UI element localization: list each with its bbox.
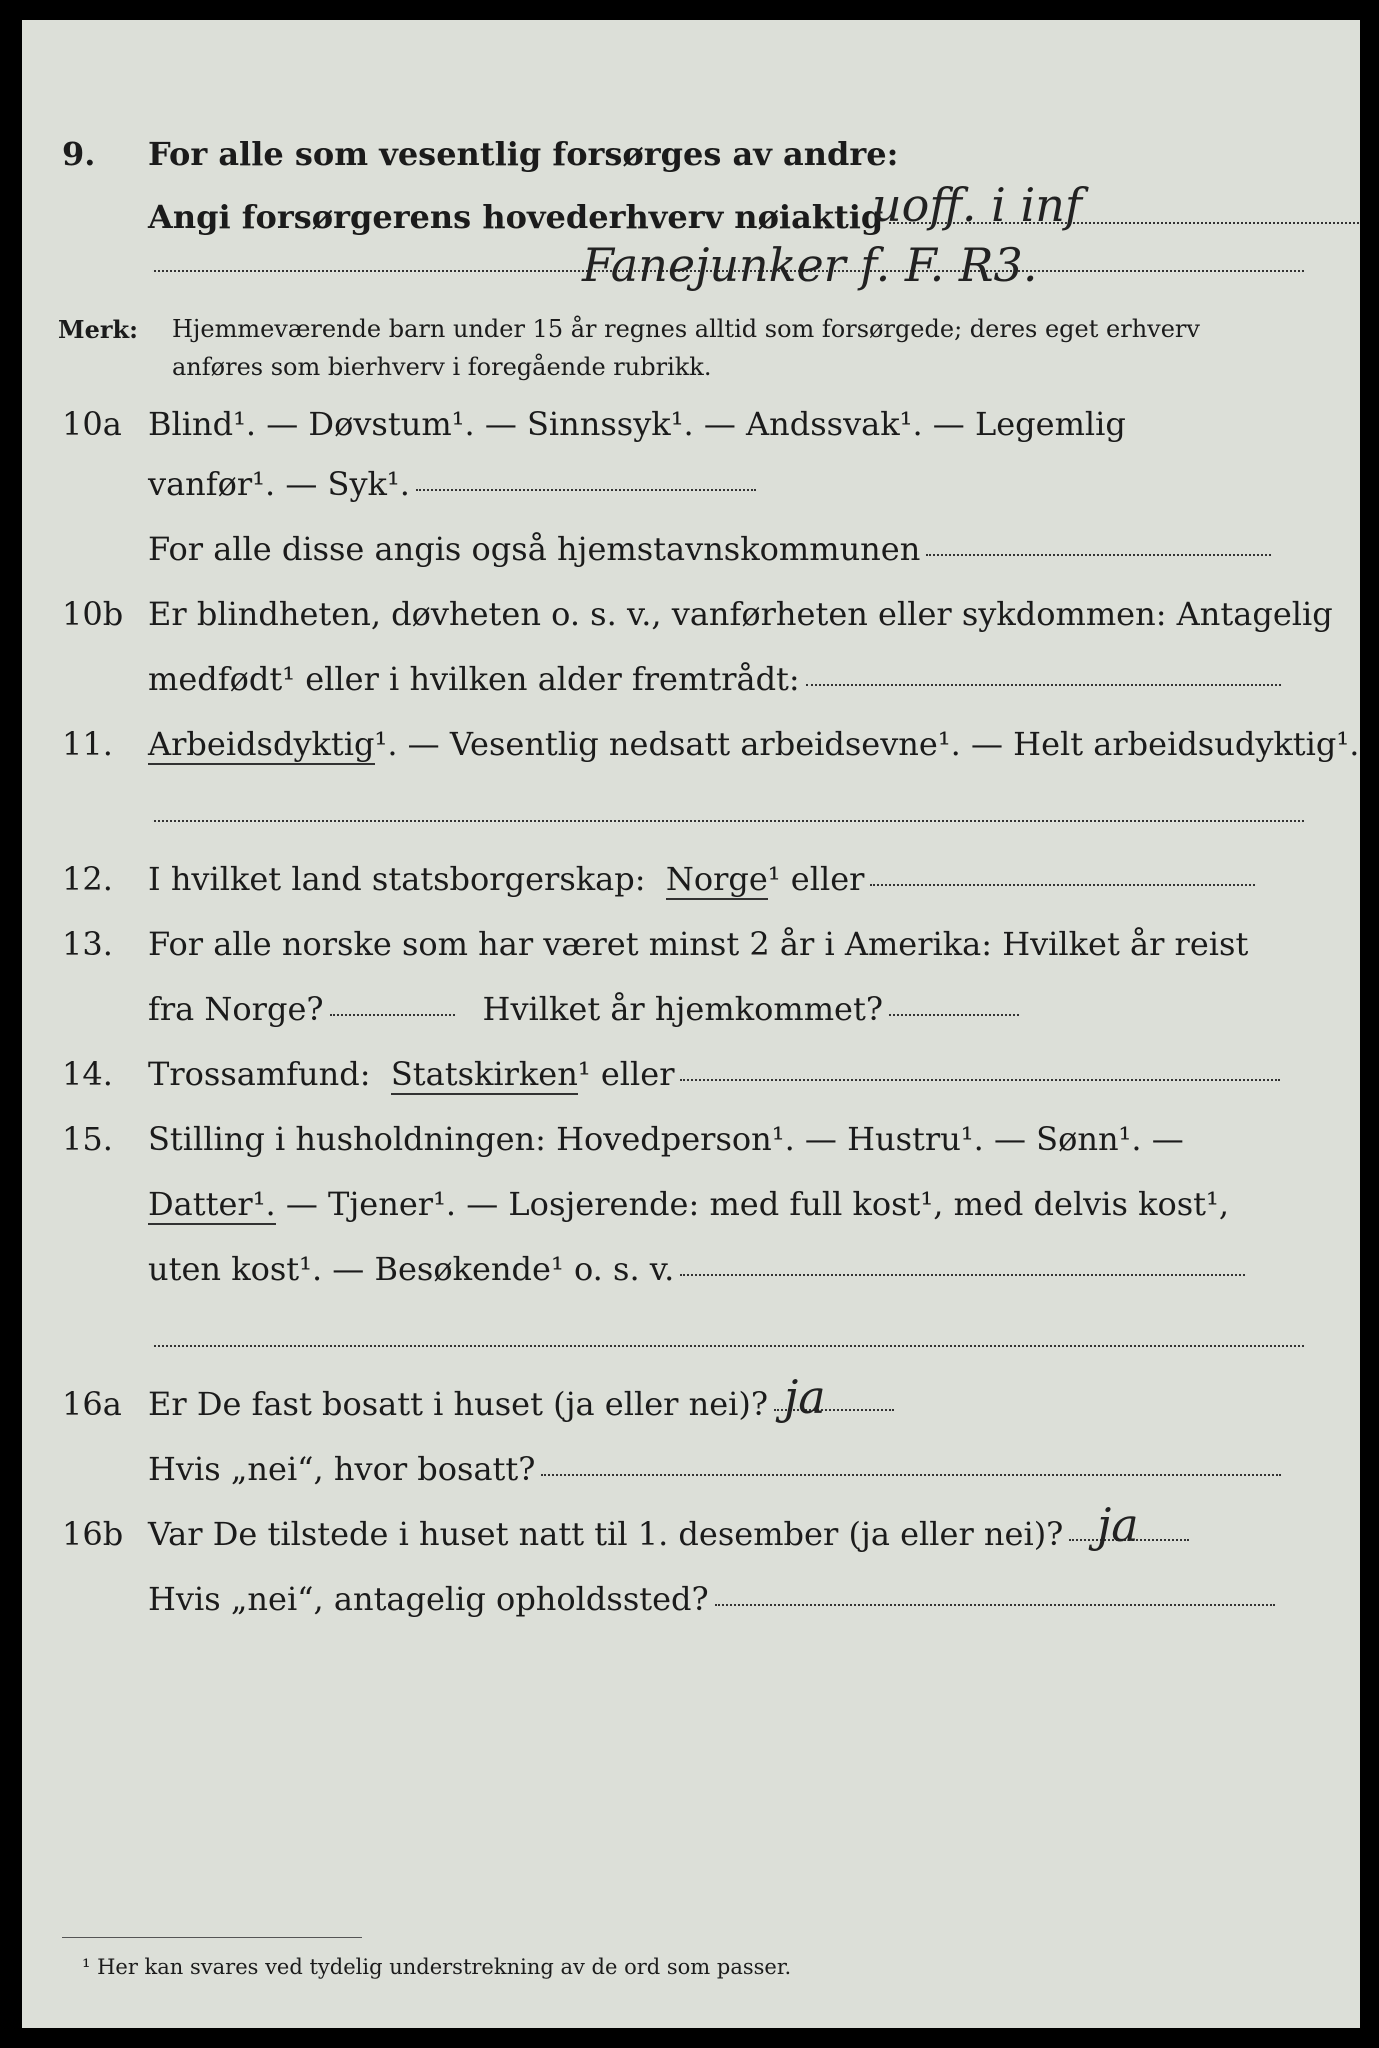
q9-number: 9. [62, 135, 96, 173]
q9-handwritten-answer-1: uoff. i inf [872, 178, 1082, 232]
q12-post: ¹ eller [767, 860, 865, 898]
q10a-fill-line-2 [926, 554, 1271, 556]
q15-line2-rest: — Tjener¹. — Losjerende: med full kost¹, med delvis kost¹, [285, 1185, 1230, 1223]
q10b-fill-line [806, 684, 1281, 686]
q10a-number: 10a [62, 405, 122, 443]
q12-underlined-answer: Norge [665, 860, 768, 898]
q16b-line2: Hvis „nei“, antagelig opholdssted? [148, 1580, 709, 1618]
q15-number: 15. [62, 1120, 113, 1158]
q16b-line1: Var De tilstede i huset natt til 1. desember (ja eller nei)? [148, 1515, 1064, 1553]
q11-underlined-answer: Arbeidsdyktig [148, 725, 375, 763]
q11-number: 11. [62, 725, 113, 763]
q15-fill-line [680, 1274, 1245, 1276]
q16a-line2: Hvis „nei“, hvor bosatt? [148, 1450, 536, 1488]
q14-pre: Trossamfund: [148, 1055, 371, 1093]
q9-line2: Angi forsørgerens hovederhverv nøiaktig [148, 198, 884, 236]
census-form-page [22, 20, 1360, 2028]
q9-handwritten-answer-2: Fanejunker f. F. R3. [582, 238, 1038, 292]
q13-number: 13. [62, 925, 113, 963]
q16a-number: 16a [62, 1385, 122, 1423]
q15-line1: Stilling i husholdningen: Hovedperson¹. — Hustru¹. — Sønn¹. — [148, 1120, 1184, 1158]
q16b-fill-line-2 [715, 1604, 1275, 1606]
q12-pre: I hvilket land statsborgerskap: [148, 860, 646, 898]
footnote: ¹ Her kan svares ved tydelig understrekning av de ord som passer. [82, 1955, 792, 1979]
q16b-handwritten-answer: ja [1097, 1498, 1139, 1552]
q10a-fill-line [416, 489, 756, 491]
q10a-line3: For alle disse angis også hjemstavnskommunen [148, 530, 921, 568]
q10a-line1: Blind¹. — Døvstum¹. — Sinnssyk¹. — Andssvak¹. — Legemlig [148, 405, 1126, 443]
q10b-number: 10b [62, 595, 124, 633]
q11-rest: ¹. — Vesentlig nedsatt arbeidsevne¹. — Helt arbeidsudyktig¹. [374, 725, 1360, 763]
merk-line1: Hjemmeværende barn under 15 år regnes alltid som forsørgede; deres eget erhverv [172, 315, 1200, 343]
q16a-handwritten-answer: ja [784, 1370, 826, 1424]
q15-fill-line-2 [154, 1345, 1304, 1347]
q13-fill-line-1 [330, 1014, 455, 1016]
q10b-line2: medfødt¹ eller i hvilken alder fremtrådt: [148, 660, 800, 698]
q11-fill-line [154, 820, 1304, 822]
q13-line2b: Hvilket år hjemkommet? [482, 990, 883, 1028]
q13-fill-line-2 [889, 1014, 1019, 1016]
footnote-divider [62, 1937, 362, 1938]
merk-label: Merk: [58, 315, 138, 344]
q13-line2a: fra Norge? [148, 990, 324, 1028]
q16b-number: 16b [62, 1515, 124, 1553]
q14-underlined-answer: Statskirken [390, 1055, 578, 1093]
q16a-line1: Er De fast bosatt i huset (ja eller nei)? [148, 1385, 769, 1423]
q14-post: ¹ eller [577, 1055, 675, 1093]
q10b-line1: Er blindheten, døvheten o. s. v., vanførheten eller sykdommen: Antagelig [148, 595, 1333, 633]
q12-number: 12. [62, 860, 113, 898]
q15-underlined-answer: Datter¹. [148, 1185, 276, 1223]
q12-fill-line [870, 884, 1255, 886]
q14-number: 14. [62, 1055, 113, 1093]
q9-text: For alle som vesentlig forsørges av andre: [148, 135, 899, 173]
q15-line3: uten kost¹. — Besøkende¹ o. s. v. [148, 1250, 675, 1288]
merk-line2: anføres som bierhverv i foregående rubrikk. [172, 353, 712, 381]
q13-line1: For alle norske som har været minst 2 år i Amerika: Hvilket år reist [148, 925, 1249, 963]
q16a-fill-line-2 [541, 1474, 1281, 1476]
q10a-line2: vanfør¹. — Syk¹. [148, 465, 410, 503]
q14-fill-line [680, 1079, 1280, 1081]
